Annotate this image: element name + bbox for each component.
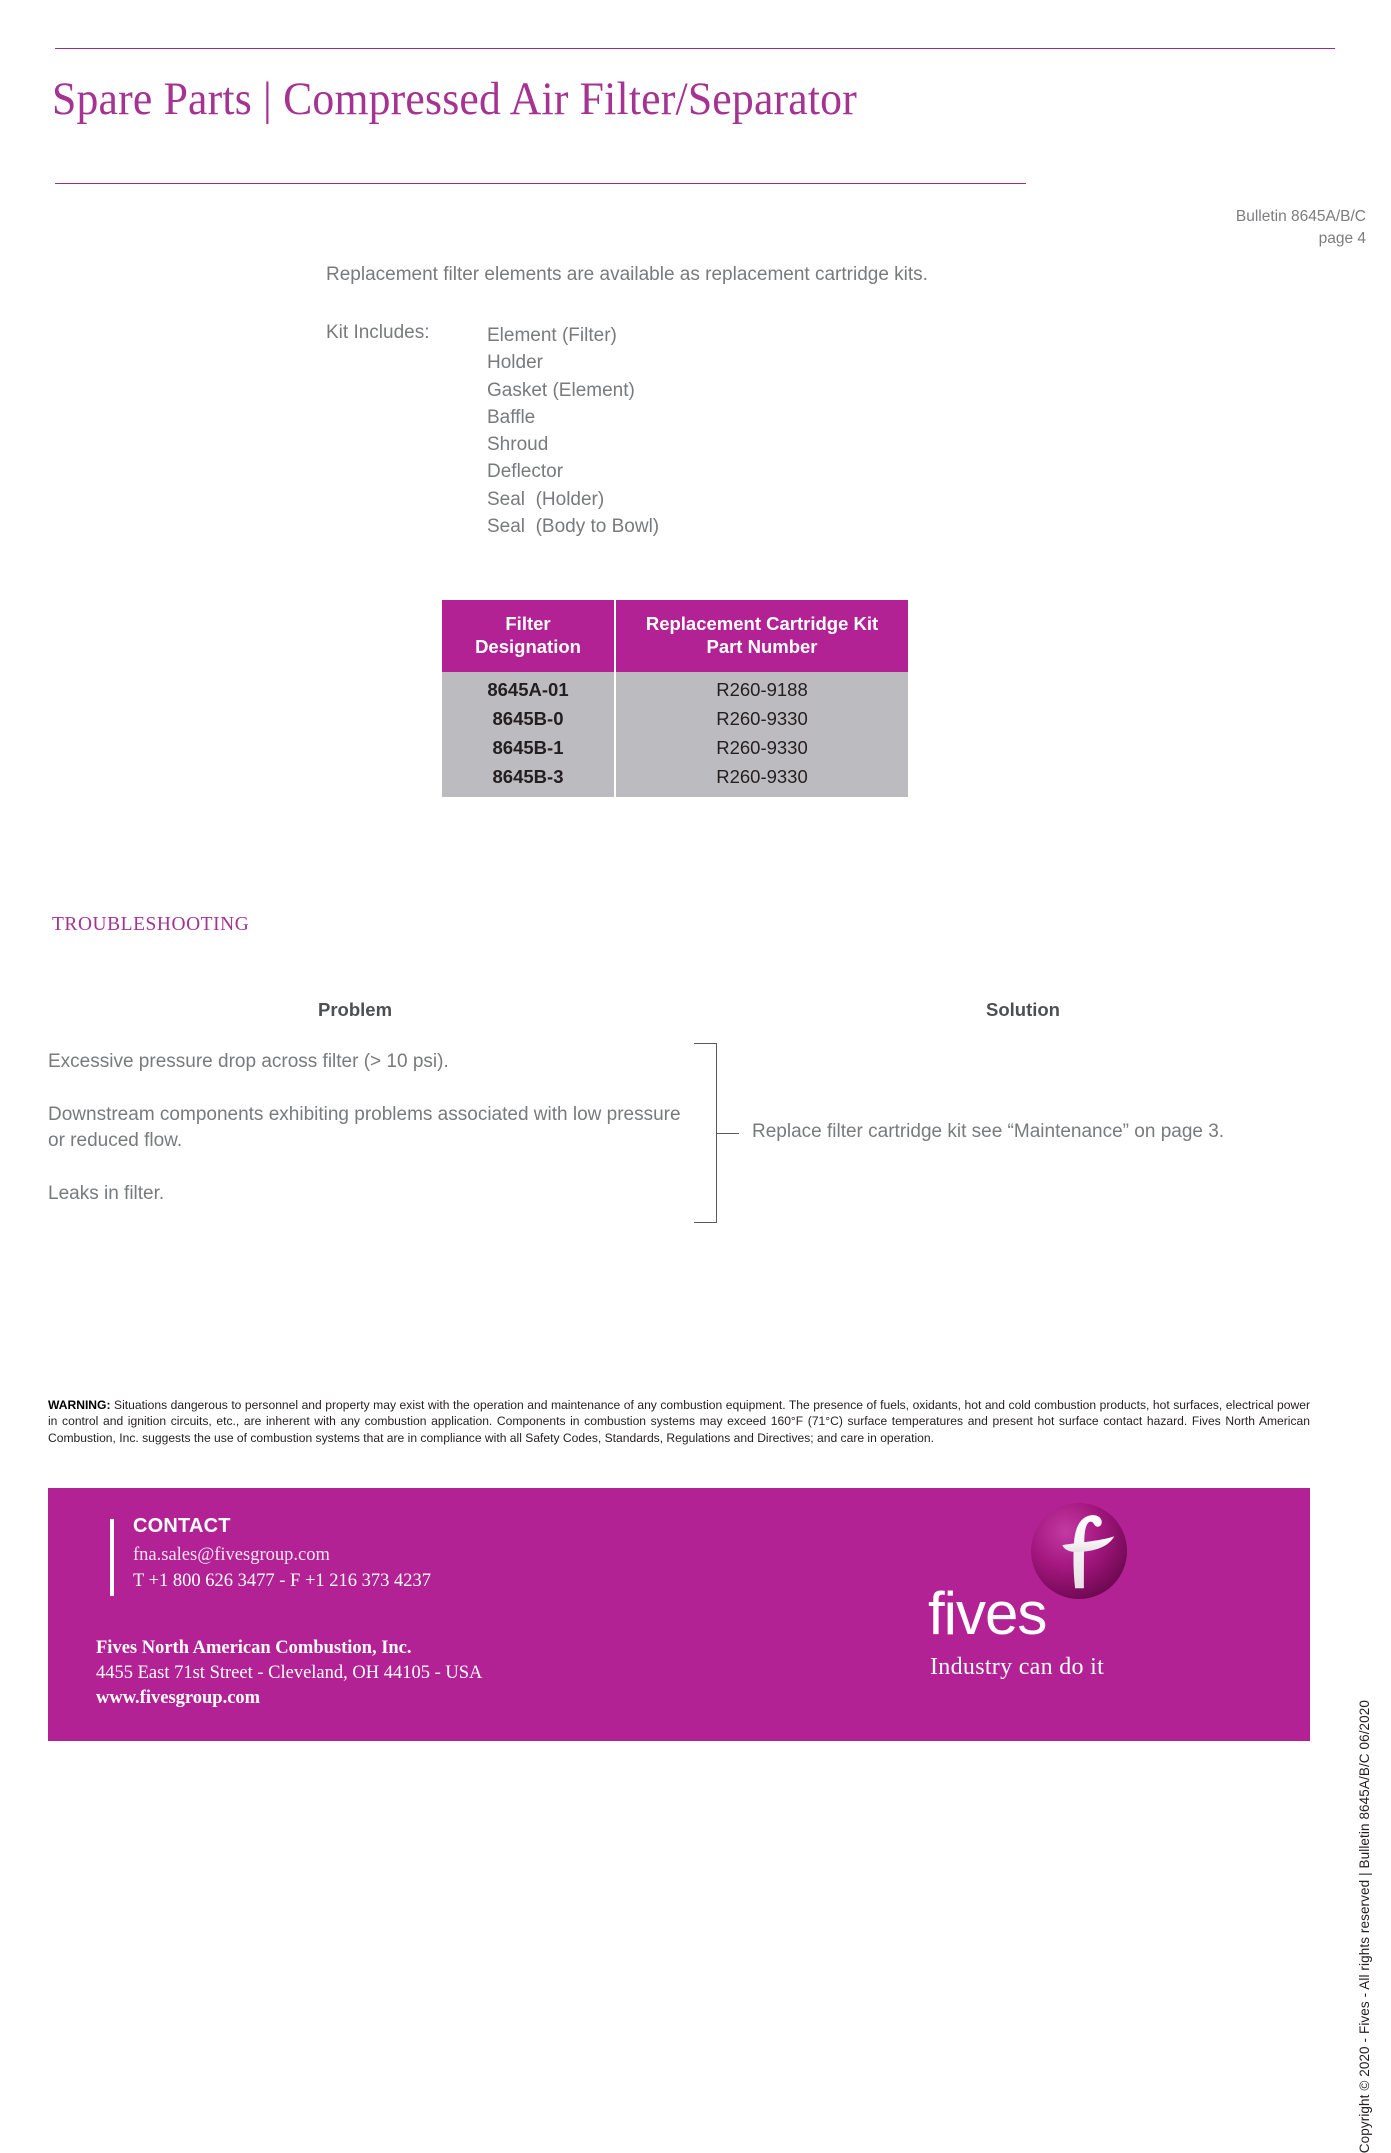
column-header-line: Replacement Cartridge Kit bbox=[645, 613, 879, 634]
column-header-part-number bbox=[615, 600, 908, 672]
problem-list bbox=[48, 1049, 688, 1207]
kit-item: Deflector bbox=[487, 461, 564, 483]
company-website[interactable]: www.fivesgroup.com bbox=[96, 1688, 261, 1708]
column-header-line: Filter bbox=[505, 613, 551, 634]
troubleshooting-heading: TROUBLESHOOTING bbox=[52, 913, 250, 935]
intro-paragraph: Replacement filter elements are available as replacement cartridge kits. bbox=[326, 264, 928, 285]
contact-phone: T +1 800 626 3477 - F +1 216 373 4237 bbox=[133, 1571, 432, 1591]
kit-item: Element (Filter) bbox=[487, 325, 617, 346]
kit-item: Shroud bbox=[487, 434, 549, 456]
column-header-filter-designation bbox=[442, 600, 615, 672]
column-header-line: Designation bbox=[475, 636, 581, 658]
kit-includes-label: Kit Includes: bbox=[326, 322, 430, 343]
problem-solution-bracket bbox=[694, 1043, 724, 1223]
company-address: 4455 East 71st Street - Cleveland, OH 44105 - USA bbox=[96, 1663, 483, 1683]
problem-item: Downstream components exhibiting problems associated with low pressure or reduced flow. bbox=[48, 1104, 681, 1151]
bracket-tick-middle bbox=[717, 1133, 739, 1134]
table-row bbox=[442, 763, 908, 797]
header-rule-bottom bbox=[55, 183, 1026, 184]
kit-item: Seal (Holder) bbox=[487, 488, 605, 510]
contact-accent-bar bbox=[110, 1519, 114, 1596]
solution-text: Replace filter cartridge kit see “Maintenance” on page 3. bbox=[752, 1121, 1225, 1142]
bracket-tick-top bbox=[694, 1043, 717, 1044]
kit-item: Seal (Body to Bowl) bbox=[487, 516, 660, 538]
table-row bbox=[442, 672, 908, 705]
cell-part-number: R260-9330 bbox=[615, 763, 908, 797]
solution-column-header: Solution bbox=[986, 999, 1060, 1020]
contact-email[interactable]: fna.sales@fivesgroup.com bbox=[133, 1545, 330, 1565]
company-name: Fives North American Combustion, Inc. bbox=[96, 1638, 412, 1658]
table-row bbox=[442, 734, 908, 763]
cell-part-number: R260-9188 bbox=[615, 672, 908, 705]
page-footer bbox=[48, 1488, 1310, 1741]
fives-logo bbox=[928, 1502, 1128, 1727]
copyright-vertical-text: Copyright © 2020 - Fives - All rights reserved | Bulletin 8645A/B/C 06/2020 bbox=[1357, 1700, 1372, 2153]
kit-item: Gasket (Element) bbox=[487, 379, 635, 401]
cell-part-number: R260-9330 bbox=[615, 734, 908, 763]
bulletin-info bbox=[1236, 206, 1366, 251]
warning-label: WARNING: bbox=[48, 1398, 111, 1412]
warning-body: Situations dangerous to personnel and property may exist with the operation and maintenance of any combustion equipment. The presence of fuels, oxidants, hot and cold combustion products, hot surfaces, electrical power in control and ignition circuits, etc., are inherent with any combustion application. Components in combustion systems may exceed 160°F (71°C) surface temperatures and present hot surface contact hazard. Fives North American Combustion, Inc. suggests the use of combustion systems that are in compliance with all Safety Codes, Standards, Regulations and Directives; and care in operation. bbox=[48, 1398, 1310, 1445]
cell-designation: 8645B-1 bbox=[442, 734, 615, 763]
fives-tagline: Industry can do it bbox=[930, 1654, 1105, 1680]
cell-designation: 8645B-0 bbox=[442, 705, 615, 734]
cell-designation: 8645B-3 bbox=[442, 763, 615, 797]
problem-item: Excessive pressure drop across filter (> 10 psi). bbox=[48, 1051, 449, 1072]
bulletin-number: Bulletin 8645A/B/C bbox=[1235, 208, 1366, 225]
table-header-row bbox=[442, 600, 908, 672]
problem-column-header: Problem bbox=[318, 999, 393, 1020]
page-number: page 4 bbox=[1318, 230, 1366, 248]
header-rule-top bbox=[55, 48, 1335, 49]
warning-paragraph bbox=[48, 1397, 1310, 1446]
kit-item: Baffle bbox=[487, 406, 536, 428]
cell-designation: 8645A-01 bbox=[442, 672, 615, 705]
problem-item: Leaks in filter. bbox=[48, 1183, 165, 1204]
page-title: Spare Parts | Compressed Air Filter/Separator bbox=[52, 73, 857, 125]
cell-part-number: R260-9330 bbox=[615, 705, 908, 734]
fives-wordmark: fives bbox=[928, 1580, 1047, 1647]
bracket-tick-bottom bbox=[694, 1222, 717, 1223]
column-header-line: Part Number bbox=[706, 636, 818, 658]
kit-includes-list bbox=[487, 322, 659, 540]
contact-heading: CONTACT bbox=[133, 1515, 231, 1537]
replacement-cartridge-table bbox=[442, 600, 908, 797]
table-row bbox=[442, 705, 908, 734]
kit-item: Holder bbox=[487, 352, 543, 374]
